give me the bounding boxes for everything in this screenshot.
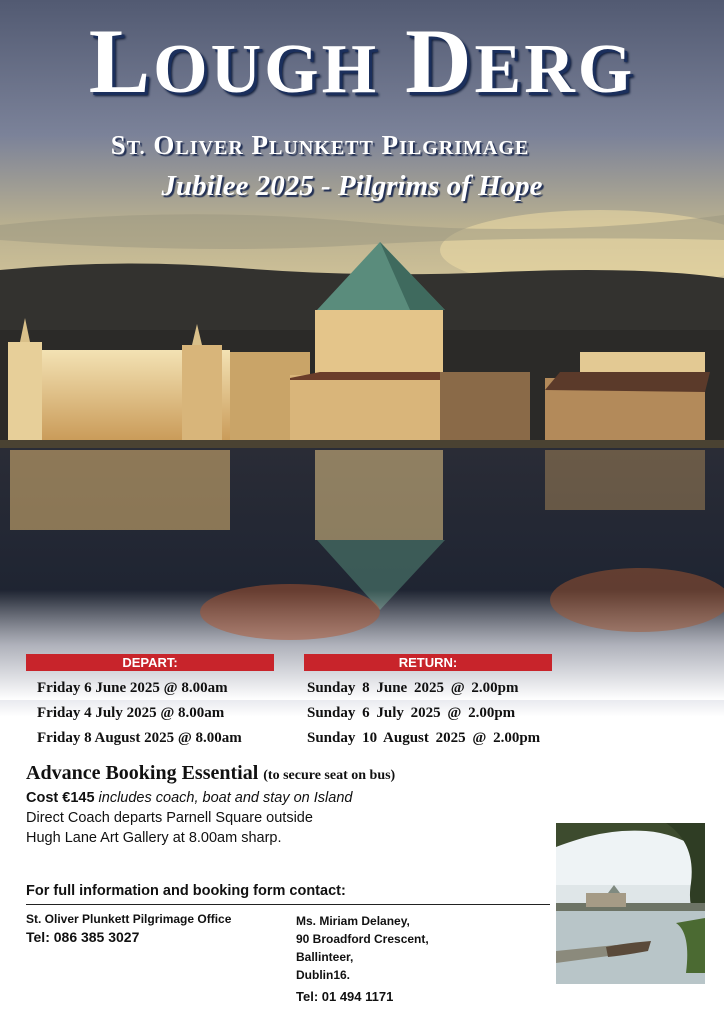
booking-details [26, 788, 352, 848]
title-initial-d: D [405, 10, 475, 112]
address-line: Dublin16. [296, 968, 351, 982]
return-date-july: Sunday 6 July 2025 @ 2.00pm [307, 705, 516, 721]
return-date-august: Sunday 10 August 2025 @ 2.00pm [307, 730, 541, 746]
coach-line-2: Hugh Lane Art Gallery at 8.00am sharp. [26, 830, 282, 846]
subtitle-initial: P [251, 130, 270, 160]
person-name: Ms. Miriam Delaney, [296, 914, 410, 928]
booking-heading [26, 762, 395, 785]
person-contact [296, 912, 429, 1006]
depart-schedule [37, 676, 242, 751]
depart-date-july: Friday 4 July 2025 @ 8.00am [37, 705, 225, 721]
title-rest-erg: ERG [474, 31, 636, 108]
jubilee-tagline: Jubilee 2025 - Pilgrims of Hope [161, 170, 543, 202]
depart-date-august: Friday 8 August 2025 @ 8.00am [37, 730, 242, 746]
island-boat-photo [556, 823, 705, 984]
depart-date-june: Friday 6 June 2025 @ 8.00am [37, 680, 228, 696]
coach-line-1: Direct Coach departs Parnell Square outside [26, 810, 313, 826]
contact-heading: For full information and booking form contact: [26, 883, 346, 899]
cost-label: Cost €145 [26, 790, 95, 806]
address-line: Ballinteer, [296, 950, 354, 964]
cost-line [26, 788, 352, 808]
poster-title [0, 6, 724, 125]
subtitle-rest: LIVER [175, 137, 244, 159]
address-line: 90 Broadford Crescent, [296, 932, 429, 946]
title-initial-l: L [88, 10, 154, 112]
subtitle-rest: LUNKETT [269, 137, 374, 159]
contact-divider [26, 904, 550, 905]
return-schedule [307, 676, 540, 751]
subtitle-rest: ILGRIMAGE [399, 137, 530, 159]
subtitle-initial: P [381, 130, 400, 160]
booking-title: Advance Booking Essential [26, 762, 259, 784]
pilgrimage-subtitle [0, 130, 640, 161]
office-name: St. Oliver Plunkett Pilgrimage Office [26, 912, 232, 926]
office-phone: Tel: 086 385 3027 [26, 929, 140, 945]
return-date-june: Sunday 8 June 2025 @ 2.00pm [307, 680, 519, 696]
title-rest-ough: OUGH [153, 31, 380, 108]
cost-description: includes coach, boat and stay on Island [98, 790, 353, 806]
depart-banner: DEPART: [26, 654, 274, 671]
subtitle-rest: T. [126, 137, 146, 159]
subtitle-initial: O [153, 130, 176, 160]
subtitle-initial: S [110, 130, 127, 160]
person-phone: Tel: 01 494 1171 [296, 989, 394, 1004]
return-banner: RETURN: [304, 654, 552, 671]
booking-note: (to secure seat on bus) [263, 768, 396, 783]
office-contact [26, 912, 231, 945]
